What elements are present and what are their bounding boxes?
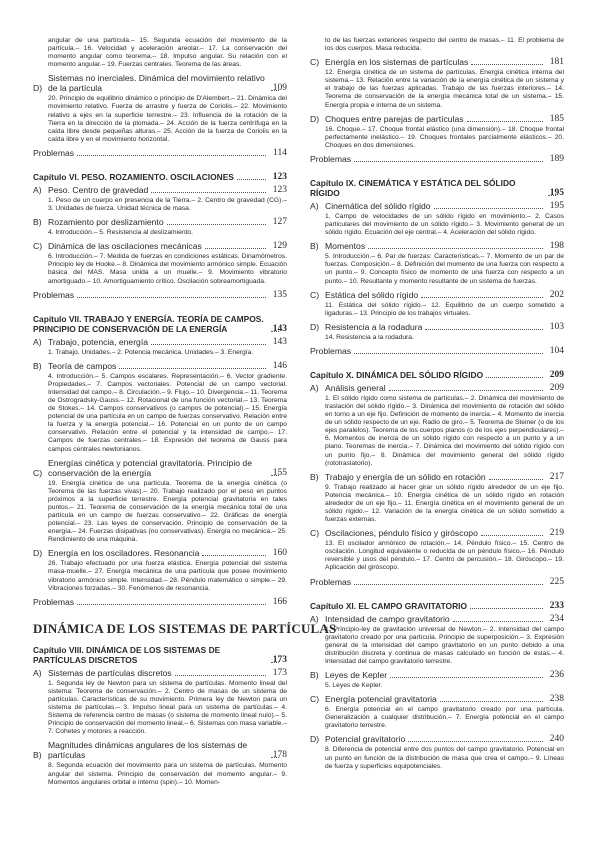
leader-dots — [453, 621, 543, 622]
toc-section — [33, 458, 287, 545]
problems-entry — [33, 290, 287, 300]
problems-entry — [310, 577, 564, 587]
entry-title-wrap — [325, 383, 546, 393]
section-heading — [310, 57, 564, 67]
problems-entry — [310, 346, 564, 356]
problems-entry — [33, 148, 287, 158]
leader-dots — [77, 155, 266, 156]
section-topics: 12. Energía cinética de un sistema de partículas. Energía cinética interna del sistema.– 13. Relación entre la variación de la energía cinética de un sistema y el trabajo de las fuerzas aplicadas. Trabajo de las fuerzas interiores.– 14. Teorema de conservación de la energía mecánica total de un sistema.– 15. Energía propia e interna de un sistema. — [325, 69, 564, 109]
leader-dots — [205, 248, 266, 249]
section-letter: A) — [310, 382, 319, 393]
toc-section — [33, 241, 287, 285]
page-number: 146 — [272, 360, 287, 371]
section-topics: 4. Introducción.– 5. Campos escalares. Representación.– 6. Vector gradiente. Propiedades.– 7. Campos vectoriales. Potencial de un campo vectorial. Intensidad del campo.– 8. Circulación.– 9. Flujo.– 10. Divergencia.– 11. Teorema de Ostrogradsky-Gauss.– 12. Rotacional de una función vectorial.– 13. Teorema de Stokes.– 14. Campos conservativos (o campos de potencial).– 15. Energía potencial de una partícula en un campo de fuerzas conservativo. Relación entre la fuerza y la energía potencial.– 16. Potencial en un punto de un campo conservativo. Relación entre el potencial y la intensidad de campo.– 17. Campos de fuerzas centrales.– 18. Expresión del teorema de Gauss para campos centrales newtonianos. — [48, 372, 287, 453]
entry-title-wrap — [310, 370, 546, 380]
page-number: 238 — [549, 694, 564, 705]
toc-section — [310, 734, 564, 770]
section-topics: 8. Diferencia de potencial entre dos puntos del campo gravitatorio. Potencial en un punto en función de la distribución de masa que crea el campo.– 9. Líneas de fuerza y superficies equipotenciales. — [325, 746, 564, 770]
entry-title-wrap — [48, 361, 269, 371]
section-topics: 26. Trabajo efectuado por una fuerza elástica. Energía potencial del sistema masa-muelle.– 27. Energía mecánica de una partícula que posee movimiento vibratorio armónico simple. Intensidad.– 28. Péndulo matemático o simple.– 29. Vibraciones forzadas.– 30. Fenómenos de resonancia. — [48, 560, 287, 592]
section-topics: 16. Choque.– 17. Choque frontal elástico (una dimensión).– 18. Choque frontal perfectamente inelástico.– 19. Choques frontales parcialmente elásticos.– 20. Choques en dos dimensiones. — [325, 125, 564, 149]
section-letter: D) — [310, 734, 320, 745]
section-heading — [310, 528, 564, 538]
entry-title: Cinemática del sólido rígido — [325, 200, 431, 211]
entry-title-wrap — [325, 670, 546, 680]
leader-dots — [354, 353, 543, 354]
section-letter: D) — [310, 321, 320, 332]
entry-title-wrap — [48, 548, 269, 558]
page-number: 104 — [549, 345, 564, 356]
entry-title-wrap — [325, 201, 546, 211]
entry-title: Capítulo X. DINÁMICA DEL SÓLIDO RÍGIDO — [310, 369, 484, 380]
section-letter: C) — [33, 241, 43, 252]
entry-title: Capítulo IX. CINEMÁTICA Y ESTÁTICA DEL SÓLIDO RÍGIDO — [310, 177, 516, 198]
leader-dots — [390, 677, 543, 678]
section-heading — [310, 383, 564, 393]
entry-title-wrap — [325, 57, 546, 67]
leader-dots — [368, 248, 543, 249]
entry-title-wrap — [325, 694, 546, 704]
page-number: 181 — [549, 57, 564, 68]
entry-title: Potencial gravitatorio — [325, 734, 406, 745]
toc-right-column — [310, 37, 564, 775]
entry-title: Capítulo VI. PESO. ROZAMIENTO. OSCILACIONES — [33, 171, 234, 182]
section-heading — [310, 290, 564, 300]
page-number: 234 — [549, 613, 564, 624]
entry-title: Leyes de Kepler — [325, 670, 388, 681]
entry-title: Intensidad de campo gravitatorio — [325, 613, 450, 624]
section-letter: A) — [33, 667, 42, 678]
section-topics: 1. El sólido rígido como sistema de partículas.– 2. Dinámica del movimiento de traslación del sólido rígido.– 3. Dinámica del movimiento de rotación del sólido en torno a un eje fijo. Definición de momento de inercia.– 4. Momento de inercia de un sólido respecto de un eje. Radio de giro.– 5. Teorema de Steiner (o de los ejes paralelos). Teorema de los cuerpos planos (o de los ejes perpendiculares).– 6. Momentos de inercia de un sólido rígido con respecto a un punto y a un plano. Teoremas de inercia.– 7. Dinámica del movimiento del sólido rígido con un punto fijo.– 8. Dinámica del movimiento general del sólido rígido (rototraslatorio). — [325, 394, 564, 467]
entry-title-wrap — [325, 734, 546, 744]
entry-title-wrap — [48, 185, 269, 195]
page-number: 189 — [549, 153, 564, 164]
page-number: 135 — [272, 289, 287, 300]
entry-title-wrap — [325, 614, 546, 624]
section-heading — [310, 694, 564, 704]
entry-title: Energías cinética y potencial gravitatoria. Principio de conservación de la energía — [48, 457, 252, 478]
page-number: 195 — [549, 200, 564, 211]
section-letter: B) — [310, 241, 319, 252]
page-number: 173 — [272, 667, 287, 678]
chapter-heading — [33, 645, 287, 665]
section-letter: A) — [33, 336, 42, 347]
section-letter: A) — [33, 184, 42, 195]
toc-section — [310, 201, 564, 237]
toc-section — [310, 383, 564, 468]
leader-dots — [489, 479, 543, 480]
toc-section — [310, 694, 564, 730]
section-heading — [33, 337, 287, 347]
leader-dots — [421, 297, 543, 298]
section-topics: 6. Energía potencial en el campo gravitatorio creado por una partícula. Generalización a cualquier distribución.– 7. Energía potencial en el campo gravitatorio terrestre. — [325, 706, 564, 730]
section-heading — [33, 217, 287, 227]
section-letter: A) — [310, 613, 319, 624]
entry-title-wrap — [310, 154, 546, 164]
entry-title: Teoría de campos — [48, 360, 117, 371]
toc-section — [33, 185, 287, 213]
chapter-heading — [310, 178, 564, 198]
section-heading — [310, 322, 564, 332]
section-topics: 11. Estática del sólido rígido.– 12. Equilibrio de un cuerpo sometido a ligaduras.– 13. Principio de los trabajos virtuales. — [325, 301, 564, 317]
entry-title-wrap — [325, 528, 546, 538]
entry-title: Dinámica de las oscilaciones mecánicas — [48, 241, 202, 252]
entry-title: Problemas — [310, 576, 352, 587]
page-number: 195 — [549, 187, 564, 198]
toc-section — [310, 670, 564, 690]
page-number: 225 — [549, 576, 564, 587]
entry-title: Choques entre parejas de partículas — [325, 113, 464, 124]
section-heading — [33, 361, 287, 371]
leader-dots — [237, 179, 266, 180]
chapter-heading — [33, 314, 287, 334]
leader-dots — [470, 608, 543, 609]
entry-title: Sistemas de partículas discretos — [48, 667, 172, 678]
section-topics: 6. Introducción.– 7. Medida de fuerzas en condiciones estáticas. Dinamómetros. Principio ley de Hooke.– 8. Dinámica del movimiento armónico simple. Ecuación básica del MAS. Masa unida a un muelle.– 9. Movimiento vibratorio amortiguado.– 10. Amortiguamiento crítico. Oscilación sobreamortiguada. — [48, 253, 287, 285]
section-heading — [33, 668, 287, 678]
page-number: 209 — [549, 369, 564, 380]
section-heading — [310, 614, 564, 624]
section-topics: 8. Segunda ecuación del movimiento para un sistema de partículas. Momento angular del sistema. Principio de conservación del momento angular.– 9. Momentos angulares orbital e interno (spin).– 10. Momen- — [48, 762, 287, 786]
entry-title: Magnitudes dinámicas angulares de los sistemas de partículas — [48, 740, 248, 761]
section-letter: B) — [310, 471, 319, 482]
entry-title: Peso. Centro de gravedad — [48, 184, 149, 195]
leader-dots — [354, 584, 543, 585]
entry-title: Sistemas no inerciales. Dinámica del movimiento relativo de la partícula — [48, 73, 265, 94]
part-title: DINÁMICA DE LOS SISTEMAS DE PARTÍCULAS — [33, 620, 337, 636]
entry-title: Capítulo VII. TRABAJO Y ENERGÍA. TEORÍA DE CAMPOS. PRINCIPIO DE CONSERVACIÓN DE LA ENERGÍA — [33, 313, 264, 334]
entry-title-wrap — [33, 148, 269, 158]
toc-section — [310, 114, 564, 150]
entry-title: Problemas — [33, 289, 75, 300]
section-topics: 13. El oscilador armónico de rotación.– 14. Péndulo físico.– 15. Centro de oscilación. Longitud equivalente o reducida de un péndulo físico.– 16. Péndulo reversible y usos del péndulo.– 17. Centro de percusión.– 18. Giróscopo.– 19. Aplicación del giróscopo. — [325, 540, 564, 572]
leader-dots — [119, 368, 266, 369]
entry-title: Problemas — [310, 153, 352, 164]
leader-dots — [440, 701, 543, 702]
toc-section — [310, 241, 564, 285]
toc-left-column — [33, 37, 337, 791]
section-letter: C) — [310, 57, 320, 68]
section-topics: 5. Leyes de Kepler. — [325, 682, 383, 690]
page-number: 109 — [272, 83, 287, 94]
entry-title-wrap — [33, 597, 269, 607]
section-heading — [310, 670, 564, 680]
toc-section — [310, 322, 564, 342]
page-number: 123 — [272, 171, 287, 182]
toc-section — [310, 472, 564, 524]
page-number: 166 — [272, 596, 287, 607]
section-heading — [33, 73, 287, 93]
entry-title: Problemas — [33, 147, 75, 158]
entry-title-wrap — [48, 668, 269, 678]
problems-entry — [310, 154, 564, 164]
section-topics: 20. Principio de equilibrio dinámico o principio de D'Alembert.– 21. Dinámica del movimiento relativo. Fuerza de arrastre y fuerza de Coriolis.– 22. Movimiento relativo a ejes en la superficie terrestre.– 23. Influencia de la rotación de la Tierra en la dirección de la plomada.– 24. Acción de la fuerza centrífuga en la caída libre desde pequeñas alturas.– 25. Acción de la fuerza de Coriolis en la caída libre y en el movimiento horizontal. — [48, 95, 287, 143]
section-topics: 5. Introducción.– 6. Par de fuerzas: Características.– 7. Momento de un par de fuerzas. Composición.– 8. Definición del momento de una fuerza con respecto a un punto.– 9. Concepto físico de momento de una fuerza con respecto a un punto.– 10. Resultante y momento resultante de un sistema de fuerzas. — [325, 253, 564, 285]
leader-dots — [354, 161, 543, 162]
leader-dots — [77, 604, 266, 605]
section-letter: D) — [33, 83, 43, 94]
entry-title-wrap — [325, 290, 546, 300]
entry-title-wrap — [48, 740, 269, 760]
leader-dots — [175, 675, 266, 676]
section-letter: C) — [310, 289, 320, 300]
toc-section — [33, 548, 287, 592]
chapter-heading — [310, 370, 564, 380]
section-letter: A) — [310, 200, 319, 211]
entry-title: Estática del sólido rígido — [325, 289, 419, 300]
entry-title-wrap — [48, 241, 269, 251]
leader-dots — [434, 208, 543, 209]
toc-section — [310, 614, 564, 666]
section-topics: 14. Resistencia a la rodadura. — [325, 333, 414, 341]
entry-title: Energía en los osciladores. Resonancia — [48, 548, 200, 559]
section-heading — [310, 472, 564, 482]
entry-title-wrap — [48, 458, 269, 478]
entry-title: Trabajo y energía de un sólido en rotación — [325, 471, 486, 482]
entry-title: Análisis general — [325, 382, 386, 393]
entry-title-wrap — [310, 601, 546, 611]
page-number: 127 — [272, 217, 287, 228]
section-heading — [310, 734, 564, 744]
entry-title: Rozamiento por deslizamiento — [48, 217, 164, 228]
entry-title: Energía en los sistemas de partículas — [325, 57, 469, 68]
entry-title-wrap — [48, 337, 269, 347]
entry-title-wrap — [33, 172, 269, 182]
section-letter: D) — [33, 548, 43, 559]
section-letter: B) — [310, 670, 319, 681]
entry-title-wrap — [310, 346, 546, 356]
section-heading — [33, 740, 287, 760]
section-letter: C) — [310, 694, 320, 705]
leader-dots — [425, 329, 543, 330]
entry-title-wrap — [33, 290, 269, 300]
page-number: 129 — [272, 241, 287, 252]
page-number: 103 — [549, 321, 564, 332]
section-topics: 9. Trabajo realizado al hacer girar un sólido rígido alrededor de un eje fijo. Potencia mecánica.– 10. Energía cinética de un sólido rígido en rotación alrededor de un eje fijo.– 11. Energía cinética en el movimiento general de un sólido rígido.– 12. Variación de la energía cinética de un sólido sometido a fuerzas externas. — [325, 483, 564, 524]
section-letter: B) — [33, 217, 42, 228]
section-heading — [310, 114, 564, 124]
page-number: 185 — [549, 113, 564, 124]
section-topics: 1. Principio-ley de gravitación universal de Newton.– 2. Intensidad del campo gravitatorio creado por una partícula. Principio de superposición.– 3. Expresión general de la intensidad del campo gravitatorio en un punto debido a una distribución discreta y continua de masas calculado en función de éstas.– 4. Intensidad del campo gravitatorio terrestre. — [325, 625, 564, 665]
page-number: 143 — [272, 336, 287, 347]
entry-title: Capítulo VIII. DINÁMICA DE LOS SISTEMAS DE PARTÍCULAS DISCRETOS — [33, 644, 221, 665]
chapter-heading — [33, 172, 287, 182]
toc-section — [33, 361, 287, 454]
entry-title: Capítulo XI. EL CAMPO GRAVITATORIO — [310, 600, 467, 611]
section-heading — [33, 241, 287, 251]
page-number: 178 — [272, 750, 287, 761]
leader-dots — [202, 555, 266, 556]
page-number: 209 — [549, 382, 564, 393]
toc-section — [310, 528, 564, 572]
leader-dots — [486, 377, 543, 378]
continued-text: to de las fuerzas exteriores respecto del centro de masas.– 11. El problema de los dos cuerpos. Masa reducida. — [325, 37, 564, 53]
toc-section — [33, 668, 287, 737]
entry-title: Energía potencial gravitatoria — [325, 694, 437, 705]
page-number: 155 — [272, 467, 287, 478]
entry-title-wrap — [325, 322, 546, 332]
entry-title: Momentos — [325, 241, 366, 252]
page-number: 233 — [549, 600, 564, 611]
page-number: 198 — [549, 241, 564, 252]
entry-title-wrap — [310, 178, 546, 198]
entry-title-wrap — [48, 73, 269, 93]
page-number: 240 — [549, 734, 564, 745]
section-topics: 1. Trabajo. Unidades.– 2. Potencia mecánica. Unidades.– 3. Energía. — [48, 348, 254, 356]
problems-entry — [33, 597, 287, 607]
entry-title-wrap — [33, 314, 269, 334]
section-letter: B) — [33, 360, 42, 371]
entry-title: Oscilaciones, péndulo físico y giróscopo — [325, 528, 478, 539]
leader-dots — [77, 297, 266, 298]
page-number: 202 — [549, 289, 564, 300]
entry-title-wrap — [325, 472, 546, 482]
page-number: 219 — [549, 528, 564, 539]
chapter-heading — [310, 601, 564, 611]
page-number: 236 — [549, 670, 564, 681]
leader-dots — [481, 535, 543, 536]
entry-title: Resistencia a la rodadura — [325, 321, 423, 332]
section-topics: 1. Peso de un cuerpo en presencia de la Tierra.– 2. Centro de gravedad (CG).– 3. Unidades de fuerza. Unidad técnica de masa. — [48, 196, 287, 213]
page-number: 217 — [549, 471, 564, 482]
leader-dots — [167, 224, 266, 225]
section-letter: C) — [33, 467, 43, 478]
leader-dots — [151, 192, 266, 193]
entry-title-wrap — [325, 241, 546, 251]
leader-dots — [408, 741, 543, 742]
section-topics: 1. Segunda ley de Newton para un sistema de partículas. Momento lineal del sistema: Teorema de conservación.– 2. Centro de masas de un sistema de partículas. Características de su movimiento. Primera ley de Newton para un sistema de partículas.– 3. Impulso lineal para un sistema de partículas.– 4. Sistema de referencia centro de masas (o sistema de momento lineal nulo).– 5. Principio de conservación del momento lineal.– 6. Sistemas con masa variable.– 7. Cohetes y motores a reacción. — [48, 679, 287, 736]
toc-section — [33, 740, 287, 786]
page-number: 114 — [273, 147, 287, 158]
section-topics: 4. Introducción.– 5. Resistencia al deslizamiento. — [48, 229, 193, 237]
section-letter: B) — [33, 750, 42, 761]
page-number: 173 — [272, 654, 287, 665]
entry-title-wrap — [310, 577, 546, 587]
section-topics: 19. Energía cinética de una partícula. Teorema de la energía cinética (o Teorema de las fuerzas vivas).– 20. Trabajo realizado por el peso en puntos próximos a la superficie terrestre. Energía potencial gravitatoria en tales puntos.– 21. Teorema de conservación de la energía mecánica total de una partícula en un campo de fuerzas conservativo.– 22. Gráficas de energía potencial.– 23. Las leyes de conservación. Principio de conservación de la energía.– 24. Fuerzas disipativas (no conservativas). Energía no mecánica.– 25. Rendimiento de una máquina. — [48, 479, 287, 544]
section-heading — [33, 185, 287, 195]
section-heading — [33, 458, 287, 478]
section-letter: D) — [310, 113, 320, 124]
page-number: 123 — [272, 184, 287, 195]
section-heading — [310, 201, 564, 211]
entry-title-wrap — [48, 217, 269, 227]
toc-section — [33, 337, 287, 357]
entry-title-wrap — [33, 645, 269, 665]
entry-title: Problemas — [33, 596, 75, 607]
page-number: 160 — [272, 548, 287, 559]
entry-title-wrap — [325, 114, 546, 124]
page-number: 143 — [272, 323, 287, 334]
leader-dots — [151, 344, 266, 345]
toc-section — [33, 73, 287, 144]
section-topics: 1. Campo de velocidades de un sólido rígido en movimiento.– 2. Casos particulares del movimiento de un sólido rígido.– 3. Movimiento general de un sólido rígido. Ecuación del eje central.– 4. Aceleración del sólido rígido. — [325, 212, 564, 237]
entry-title: Problemas — [310, 345, 352, 356]
toc-section — [33, 217, 287, 237]
continued-text: angular de una partícula.– 15. Segunda ecuación del movimiento de la partícula.– 16. Velocidad y aceleración areolar.– 17. La conservación del momento angular como teorema.– 18. Impulso angular. Su relación con el momento angular.– 19. Fuerzas centrales. Teorema de las áreas. — [48, 37, 287, 69]
leader-dots — [467, 121, 543, 122]
section-heading — [33, 548, 287, 558]
leader-dots — [471, 64, 543, 65]
toc-section — [310, 57, 564, 109]
section-heading — [310, 241, 564, 251]
toc-section — [310, 290, 564, 318]
leader-dots — [389, 390, 543, 391]
section-letter: C) — [310, 528, 320, 539]
entry-title: Trabajo, potencia, energía — [48, 336, 149, 347]
